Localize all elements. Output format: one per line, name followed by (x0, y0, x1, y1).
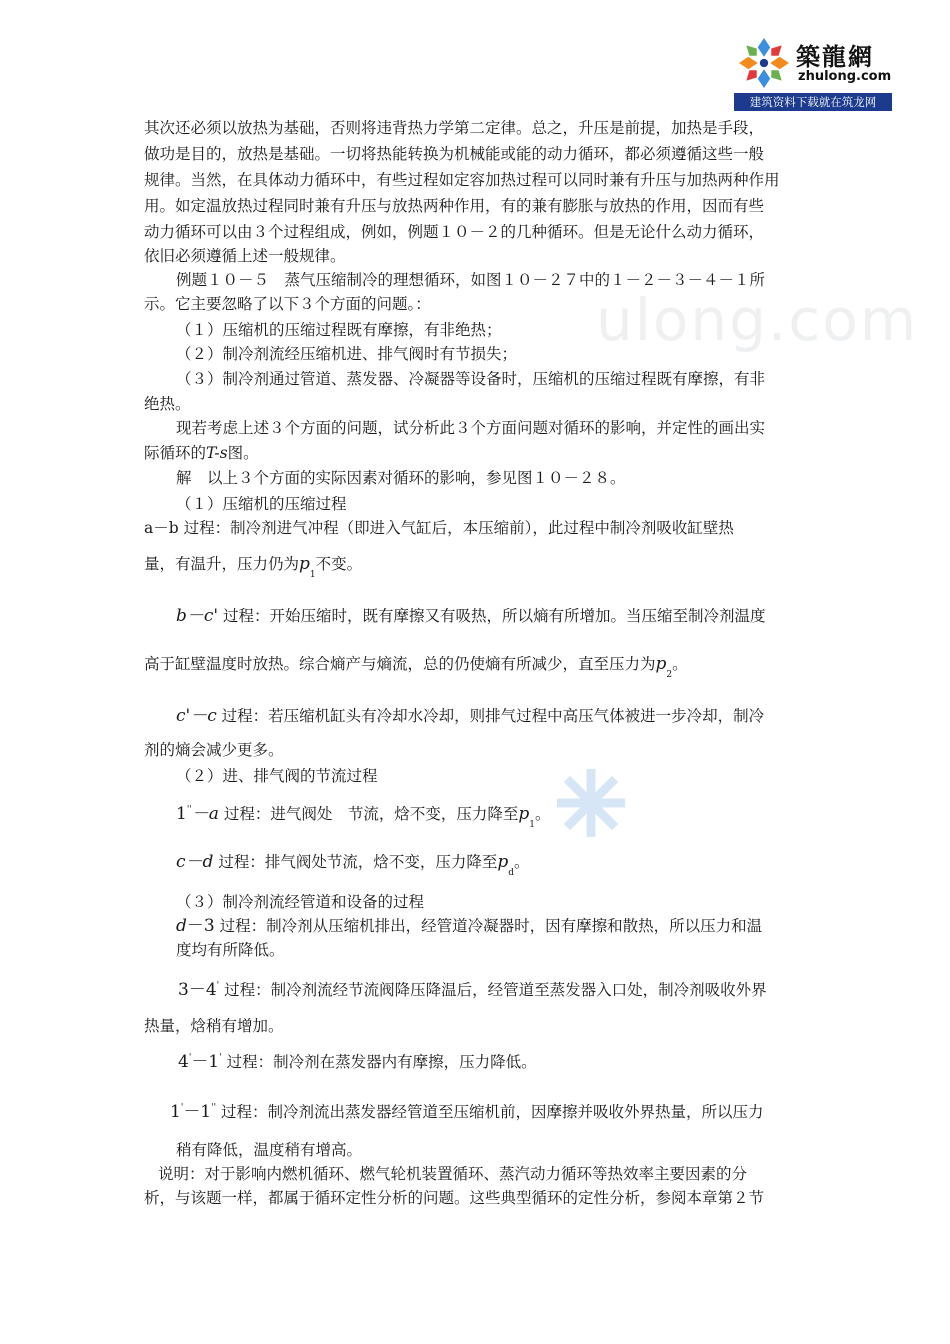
math-subscript: 2 (666, 670, 673, 680)
logo-slogan: 建筑资料下载就在筑龙网 (734, 93, 892, 111)
text-line (144, 654, 688, 680)
text-line (176, 606, 766, 626)
text-line: 做功是目的，放热是基础。一切将热能转换为机械能或能的动力循环，都必须遵循这些一般 (144, 145, 765, 163)
math-subscript: 1 (529, 820, 535, 830)
math-symbol: p (518, 804, 530, 824)
text-line (176, 916, 762, 936)
text-line: （３）制冷剂通过管道、蒸发器、冷凝器等设备时，压缩机的压缩过程既有摩擦，有非 (176, 370, 766, 388)
text-line: 其次还必须以放热为基础，否则将违背热力学第二定律。总之，升压是前提，加热是手段， (144, 119, 765, 137)
math-superscript: '' (186, 805, 192, 815)
section-heading: （１）压缩机的压缩过程 (176, 495, 347, 513)
text-line (176, 706, 764, 726)
math-superscript: ' (219, 1053, 222, 1063)
section-heading: （２）进、排气阀的节流过程 (176, 767, 378, 785)
text-span: 过程：进气阀处 节流，焓不变，压力降至 (223, 805, 519, 823)
math-symbol: －4 (188, 980, 217, 1000)
text-line (144, 554, 363, 580)
text-span: 过程：制冷剂在蒸发器内有摩擦，压力降低。 (226, 1053, 537, 1071)
text-line (178, 1052, 537, 1075)
text-span: 。 (514, 853, 530, 871)
text-line: 度均有所降低。 (176, 941, 285, 959)
text-line (170, 1102, 764, 1125)
text-line: 说明：对于影响内燃机循环、燃气轮机装置循环、蒸汽动力循环等热效率主要因素的分 (158, 1165, 748, 1183)
math-symbol: p (299, 554, 310, 574)
text-span: 不变。 (315, 555, 363, 573)
snowflake-watermark-icon (554, 766, 628, 840)
text-span: 量，有温升，压力仍为 (144, 555, 300, 573)
math-subscript: 1 (309, 570, 316, 580)
math-symbol: c－d (176, 852, 214, 872)
text-line: 用。如定温放热过程同时兼有升压与放热两种作用，有的兼有膨胀与放热的作用，因而有些 (144, 197, 765, 215)
text-line: 剂的熵会减少更多。 (144, 741, 284, 759)
math-symbol: 4 (178, 1052, 189, 1072)
text-span: 过程：制冷剂流出蒸发器经管道至压缩机前，因摩擦并吸收外界热量，所以压力 (221, 1103, 764, 1121)
text-line: 依旧必须遵循上述一般规律。 (144, 247, 346, 265)
math-symbol: 1 (170, 1102, 181, 1122)
text-span: 过程：开始压缩时，既有摩擦又有吸热，所以熵有所增加。当压缩至制冷剂温度 (223, 607, 766, 625)
text-span: 过程：排气阀处节流，焓不变，压力降至 (218, 853, 498, 871)
text-span: 图。 (227, 444, 259, 462)
math-symbol: c'－c (176, 706, 217, 726)
text-line: 解 以上３个方面的实际因素对循环的影响，参见图１０－２８。 (176, 469, 626, 487)
text-line (176, 804, 551, 830)
text-line: 析，与该题一样，都属于循环定性分析的问题。这些典型循环的定性分析，参阅本章第２节 (144, 1189, 765, 1207)
math-symbol: d (176, 916, 187, 936)
text-line (178, 980, 767, 1003)
math-superscript: ' (180, 1103, 184, 1113)
text-span: 际循环的 (144, 444, 207, 462)
text-line: 示。它主要忽略了以下３个方面的问题。： (144, 295, 431, 313)
text-span: 过程：制冷剂从压缩机排出，经管道冷凝器时，因有摩擦和散热，所以压力和温 (219, 917, 763, 935)
watermark-text: ulong.com (596, 286, 919, 354)
math-symbol: －a (191, 804, 219, 824)
math-superscript: ' (216, 981, 220, 991)
text-span: 。 (672, 655, 688, 673)
math-symbol: p (497, 852, 509, 872)
text-line: 绝热。 (144, 395, 191, 413)
math-symbol: －1 (191, 1052, 220, 1072)
math-superscript: ' (188, 1053, 192, 1063)
logo-name: 築龍網 (796, 43, 874, 71)
section-heading: （３）制冷剂流经管道和设备的过程 (176, 893, 425, 911)
math-symbol: －3 (186, 916, 215, 936)
text-span: 高于缸壁温度时放热。综合熵产与熵流，总的仍使熵有所减少，直至压力为 (144, 655, 656, 673)
math-symbol: p (655, 654, 667, 674)
zhulong-snowflake-logo-icon (738, 37, 790, 89)
zhulong-logo[interactable] (734, 31, 892, 111)
text-span: 过程：制冷剂流经节流阀降压降温后，经管道至蒸发器入口处，制冷剂吸收外界 (224, 981, 767, 999)
math-superscript: '' (211, 1103, 217, 1113)
text-line: 热量，焓稍有增加。 (144, 1017, 284, 1035)
text-line (176, 852, 530, 878)
math-symbol: 3 (178, 980, 189, 1000)
text-line: a－b 过程：制冷剂进气冲程（即进入气缸后，本压缩前），此过程中制冷剂吸收缸壁热 (144, 519, 734, 537)
math-symbol: b－c' (176, 606, 219, 626)
math-subscript: d (508, 868, 515, 878)
text-line: 现若考虑上述３个方面的问题，试分析此３个方面问题对循环的影响，并定性的画出实 (176, 419, 766, 437)
text-line: （１）压缩机的压缩过程既有摩擦，有非绝热； (176, 321, 502, 339)
text-span: 过程：若压缩机缸头有冷却水冷却，则排气过程中高压气体被进一步冷却，制冷 (221, 707, 765, 725)
math-symbol: －1 (183, 1102, 212, 1122)
logo-domain: zhulong.com (798, 69, 892, 84)
text-line (144, 443, 259, 463)
text-line: 例题１０－５ 蒸气压缩制冷的理想循环，如图１０－２７中的１－２－３－４－１所 (176, 271, 766, 289)
text-line: （２）制冷剂流经压缩机进、排气阀时有节损失； (176, 345, 518, 363)
ts-diagram-label: T-s (206, 444, 228, 462)
text-line: 规律。当然，在具体动力循环中，有些过程如定容加热过程可以同时兼有升压与加热两种作用 (144, 171, 780, 189)
text-line: 稍有降低，温度稍有增高。 (176, 1141, 363, 1159)
text-span: 。 (535, 805, 551, 823)
math-symbol: 1 (176, 804, 187, 824)
text-line: 动力循环可以由３个过程组成，例如，例题１０－２的几种循环。但是无论什么动力循环， (144, 223, 765, 241)
